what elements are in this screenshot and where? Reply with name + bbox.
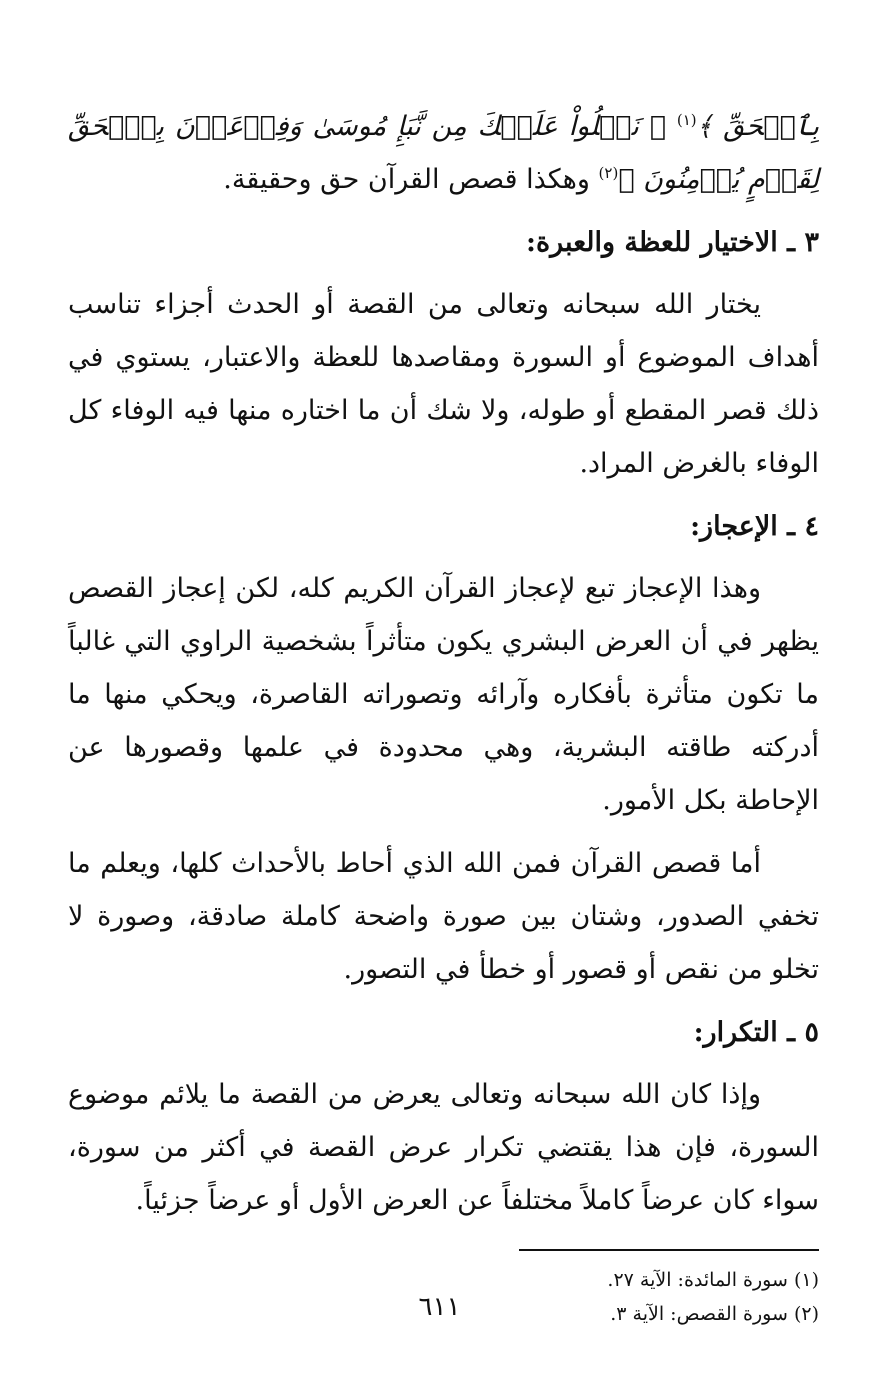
- section-heading-selection: ٣ ـ الاختيار للعظة والعبرة:: [526, 227, 819, 258]
- page-number: ٦١١: [418, 1292, 461, 1322]
- opening-text: وهكذا قصص القرآن حق وحقيقة.: [223, 164, 590, 195]
- quran-verse-fragment: بِٱلۡحَقِّ ﴾: [696, 111, 819, 142]
- opening-paragraph: [68, 100, 819, 206]
- section-heading-miracle: ٤ ـ الإعجاز:: [690, 511, 819, 542]
- section-heading-repetition: ٥ ـ التكرار:: [693, 1017, 819, 1048]
- paragraph-selection: يختار الله سبحانه وتعالى من القصة أو الحدث أجزاء تناسب أهداف الموضوع أو السورة ومقاصدها للعظة والاعتبار، يستوي في ذلك قصر المقطع أو طوله، ولا شك أن ما اختاره منها فيه الوفاء كل الوفاء بالغرض المراد.: [68, 289, 819, 479]
- paragraph-miracle-1: وهذا الإعجاز تبع لإعجاز القرآن الكريم كله، لكن إعجاز القصص يظهر في أن العرض البشري يكون متأثراً بشخصية الراوي التي غالباً ما تكون متأثرة بأفكاره وآرائه وتصوراته القاصرة، ويحكي منها ما أدركته طاقته البشرية، وهي محدودة في علمها وقصورها عن الإحاطة بكل الأمور.: [68, 573, 819, 816]
- footnote-ref-2[interactable]: (٢): [598, 164, 619, 182]
- quran-verse: ﴿ نَتۡلُواْ عَلَيۡكَ مِن نَّبَإِ مُوسَىٰ وَفِرۡعَوۡنَ بِٱلۡحَقِّ لِقَوۡمٍ يُؤۡمِنُونَ ﴾: [68, 111, 819, 195]
- paragraph-miracle-2: أما قصص القرآن فمن الله الذي أحاط بالأحداث كلها، ويعلم ما تخفي الصدور، وشتان بين صورة واضحة كاملة صادقة، وصورة لا تخلو من نقص أو قصور أو خطأ في التصور.: [68, 848, 819, 985]
- footnote-2: (٢) سورة القصص: الآية ٣.: [610, 1303, 819, 1325]
- footnote-1: (١) سورة المائدة: الآية ٢٧.: [607, 1269, 819, 1291]
- footnote-divider: [519, 1249, 819, 1251]
- footnote-ref-1[interactable]: (١): [676, 111, 697, 129]
- paragraph-repetition: وإذا كان الله سبحانه وتعالى يعرض من القصة ما يلائم موضوع السورة، فإن هذا يقتضي تكرار عرض القصة في أكثر من سورة، سواء كان عرضاً كاملاً مختلفاً عن العرض الأول أو عرضاً جزئياً.: [68, 1079, 819, 1216]
